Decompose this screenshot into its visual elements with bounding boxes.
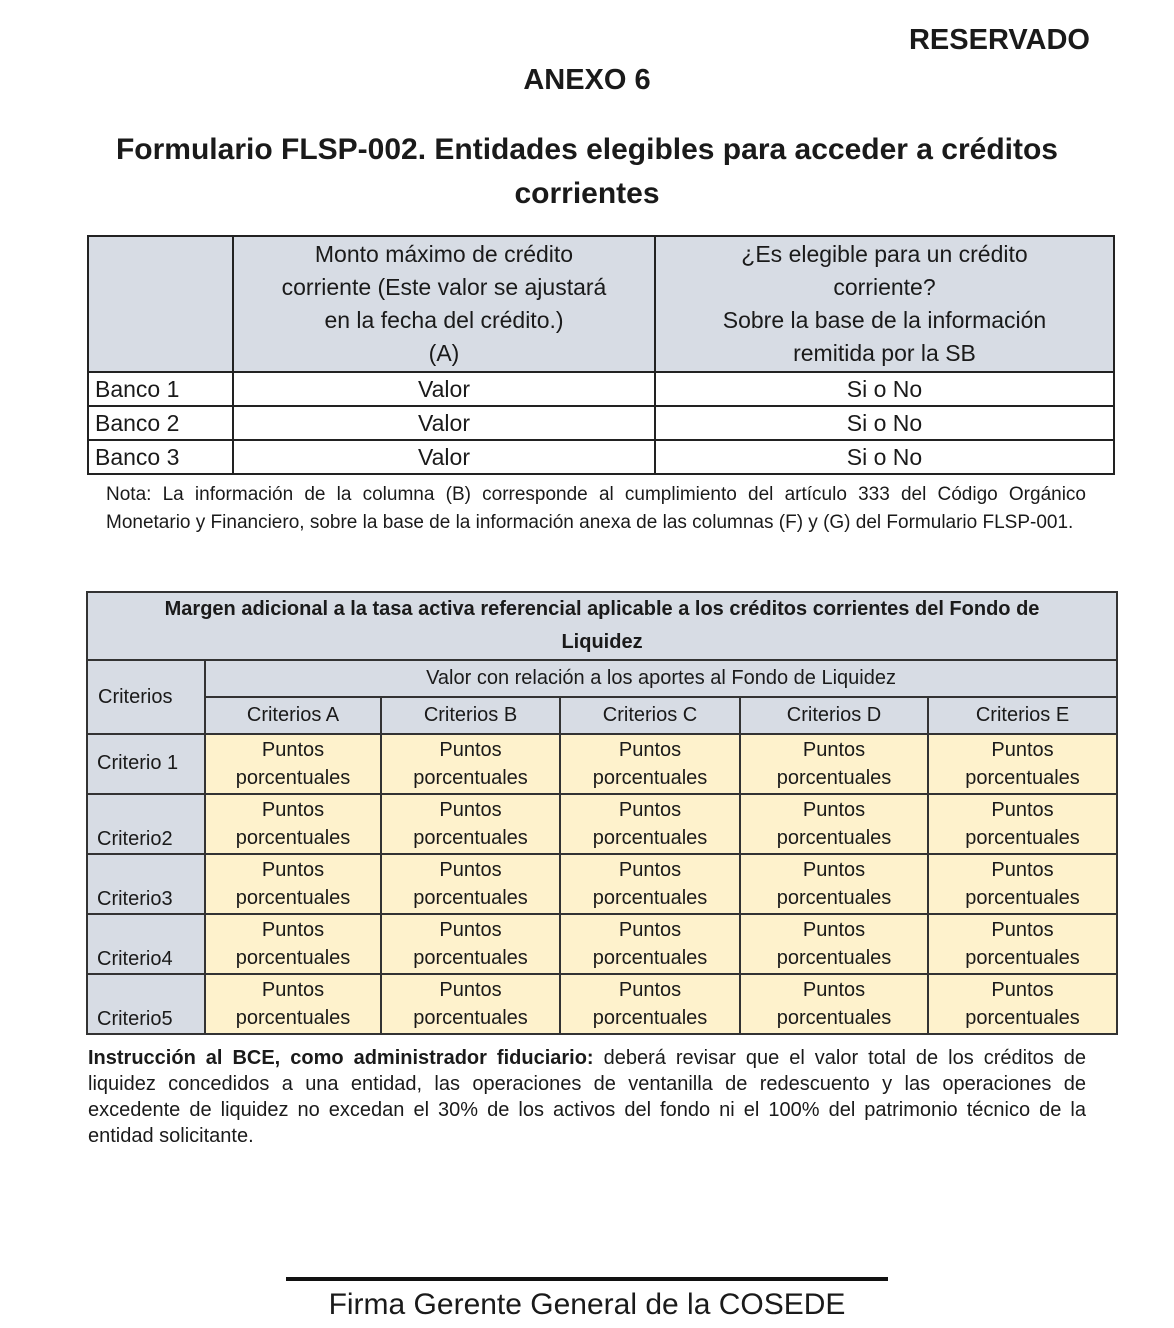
value-line1: Puntos [261,739,325,761]
value-cell [740,974,928,1034]
value-line1: Puntos [618,859,682,881]
value-cell [560,854,740,914]
value-line1: Puntos [261,979,325,1001]
table-row [88,372,1114,406]
value-cell [560,914,740,974]
eligible-value: Si o No [655,406,1114,440]
amount-header-line: en la fecha del crédito.) [324,307,564,333]
value-line2: porcentuales [413,827,528,849]
value-line1: Puntos [802,859,866,881]
value-cell [560,794,740,854]
amount-value: Valor [233,372,655,406]
value-line1: Puntos [618,979,682,1001]
amount-header-line: Monto máximo de crédito [314,241,574,267]
value-line1: Puntos [439,739,502,761]
instruction-bold: Instrucción al BCE, como administrador fiduciario: [88,1047,594,1069]
group-header: Valor con relación a los aportes al Fondo de Liquidez [205,660,1117,697]
value-cell [205,854,381,914]
value-line1: Puntos [991,859,1054,881]
value-line2: porcentuales [965,767,1080,789]
value-line2: porcentuales [235,827,351,849]
value-cell [205,914,381,974]
amount-header-line: (A) [428,340,460,366]
value-line1: Puntos [439,919,502,941]
criterio-label: Criterio 1 [87,734,205,794]
value-cell [928,854,1117,914]
value-cell [740,914,928,974]
eligible-header-line: remitida por la SB [793,340,976,366]
eligible-header-line: Sobre la base de la información [722,307,1047,333]
value-line1: Puntos [802,739,866,761]
margin-title-line2: Liquidez [561,631,643,653]
amount-header [233,236,655,372]
value-line1: Puntos [991,919,1054,941]
bank-name: Banco 1 [88,372,233,406]
value-line2: porcentuales [965,887,1080,909]
value-line1: Puntos [991,799,1054,821]
eligible-value: Si o No [655,372,1114,406]
form-title-line2: corrientes [514,177,660,210]
criterio-label: Criterio3 [87,854,205,914]
value-cell [928,914,1117,974]
signature-label: Firma Gerente General de la COSEDE [328,1288,846,1321]
form-title [90,128,1084,216]
value-line1: Puntos [991,979,1054,1001]
eligible-header-line: corriente? [833,274,936,300]
column-header: Criterios E [928,697,1117,734]
value-line1: Puntos [991,739,1054,761]
value-cell [381,734,560,794]
value-cell [740,794,928,854]
bank-name: Banco 2 [88,406,233,440]
criterio-label: Criterio5 [87,974,205,1034]
value-cell [205,734,381,794]
value-cell [381,974,560,1034]
value-line2: porcentuales [592,947,708,969]
eligibility-header-row [88,236,1114,372]
value-line2: porcentuales [413,1007,528,1029]
value-line1: Puntos [439,859,502,881]
value-line2: porcentuales [592,887,708,909]
form-title-line1: Formulario FLSP-002. Entidades elegibles para acceder a créditos [115,133,1058,166]
margin-table [86,591,1118,1035]
value-line1: Puntos [261,799,325,821]
value-cell [381,854,560,914]
value-line1: Puntos [439,799,502,821]
reserved-label: RESERVADO [908,24,1090,56]
value-line1: Puntos [439,979,502,1001]
value-line1: Puntos [261,919,325,941]
table-row [87,794,1117,854]
value-line1: Puntos [618,799,682,821]
amount-value: Valor [233,440,655,474]
column-header: Criterios B [381,697,560,734]
table-row [87,914,1117,974]
value-line2: porcentuales [413,767,528,789]
value-cell [205,974,381,1034]
value-line2: porcentuales [776,1007,892,1029]
value-line2: porcentuales [235,1007,351,1029]
value-cell [205,794,381,854]
instruction-text [88,1045,1086,1149]
eligible-header-line: ¿Es elegible para un crédito [741,241,1028,267]
value-line1: Puntos [261,859,325,881]
value-cell [381,914,560,974]
value-line2: porcentuales [592,827,708,849]
value-line1: Puntos [618,739,682,761]
value-cell [928,734,1117,794]
annex-title: ANEXO 6 [523,64,651,96]
value-line2: porcentuales [965,827,1080,849]
margin-title-line1: Margen adicional a la tasa activa referencial aplicable a los créditos corrientes del Fondo de [164,598,1040,620]
value-cell [560,734,740,794]
criterios-label: Criterios [87,660,205,734]
table-row [87,974,1117,1034]
value-line2: porcentuales [235,887,351,909]
value-line2: porcentuales [776,947,892,969]
column-header-row [87,697,1117,734]
value-line2: porcentuales [592,1007,708,1029]
value-line1: Puntos [802,979,866,1001]
value-cell [740,854,928,914]
value-cell [928,794,1117,854]
amount-value: Valor [233,406,655,440]
instruction-body: deberá revisar que el valor total de los créditos de liquidez concedidos a una entidad, las operaciones de ventanilla de redescuento y las operaciones de excedente de liquidez no excedan el 30% de los activos del fondo ni el 100% del patrimonio técnico de la entidad solicitante. [88,1047,1086,1147]
table-row [87,734,1117,794]
value-cell [740,734,928,794]
eligible-value: Si o No [655,440,1114,474]
value-line2: porcentuales [592,767,708,789]
eligibility-table [87,235,1115,475]
eligible-header [655,236,1114,372]
value-line1: Puntos [802,919,866,941]
margin-table-title-row [87,592,1117,660]
empty-header-cell [88,236,233,372]
value-cell [928,974,1117,1034]
value-cell [381,794,560,854]
value-line2: porcentuales [235,947,351,969]
value-line2: porcentuales [776,827,892,849]
value-line1: Puntos [802,799,866,821]
value-line2: porcentuales [413,887,528,909]
criterio-label: Criterio2 [87,794,205,854]
amount-header-line: corriente (Este valor se ajustará [281,274,607,300]
margin-table-title [87,592,1117,660]
column-header: Criterios A [205,697,381,734]
column-header: Criterios C [560,697,740,734]
criterio-label: Criterio4 [87,914,205,974]
table-row [88,440,1114,474]
value-line2: porcentuales [235,767,351,789]
bank-name: Banco 3 [88,440,233,474]
value-line1: Puntos [618,919,682,941]
value-line2: porcentuales [965,947,1080,969]
value-line2: porcentuales [776,767,892,789]
group-header-row [87,660,1117,697]
column-header: Criterios D [740,697,928,734]
table-row [87,854,1117,914]
signature-line [286,1277,888,1281]
table-note: Nota: La información de la columna (B) corresponde al cumplimiento del artículo 333 del Código Orgánico Monetario y Financiero, sobre la base de la información anexa de las columnas (F) y (G) del Formulario FLSP-001. [106,484,1086,533]
table-row [88,406,1114,440]
value-cell [560,974,740,1034]
value-line2: porcentuales [776,887,892,909]
value-line2: porcentuales [413,947,528,969]
value-line2: porcentuales [965,1007,1080,1029]
